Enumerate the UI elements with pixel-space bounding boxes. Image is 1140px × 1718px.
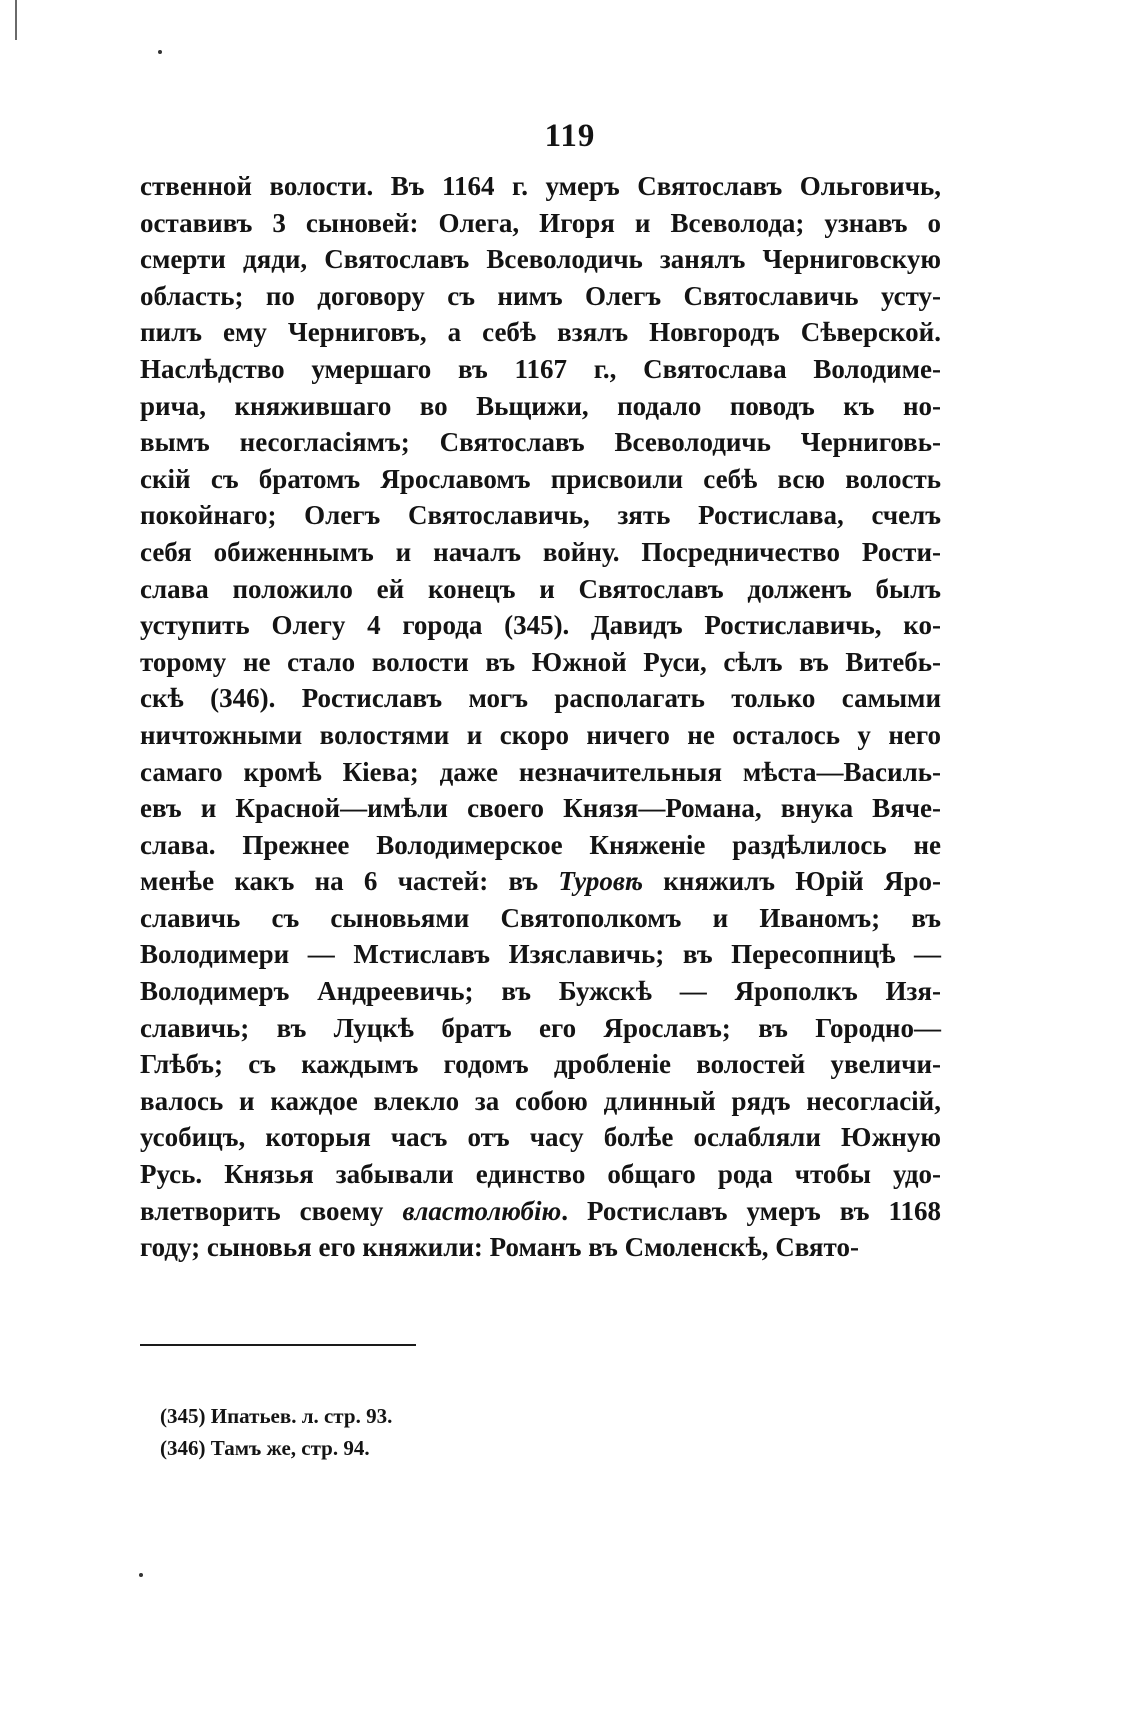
footnote: (345) Ипатьев. л. стр. 93. (160, 1404, 393, 1428)
text-line (140, 717, 941, 754)
italic-text: Туровѣ (558, 866, 643, 897)
text-line (140, 863, 941, 900)
text-segment: менѣе какъ на 6 частей: въ (140, 866, 559, 897)
text-segment: слава положило ей конецъ и Святославъ долженъ былъ (140, 573, 941, 604)
text-segment: влетворить своему (140, 1195, 403, 1226)
text-line (140, 497, 941, 534)
text-segment: вымъ несогласіямъ; Святославъ Всеволодичь Черниговь- (140, 427, 941, 458)
text-segment: усобицъ, которыя часъ отъ часу болѣе ослабляли Южную (140, 1122, 941, 1153)
text-segment: оставивъ 3 сыновей: Олега, Игоря и Всеволода; узнавъ о (140, 207, 941, 238)
text-line (140, 827, 941, 864)
text-line (140, 1083, 941, 1120)
text-line (140, 571, 941, 608)
text-segment: торому не стало волости въ Южной Руси, сѣлъ въ Витебь- (140, 646, 941, 677)
text-segment: скѣ (346). Ростиславъ могъ располагать только самыми (140, 683, 941, 714)
text-line (140, 1010, 941, 1047)
text-line (140, 314, 941, 351)
text-line (140, 534, 941, 571)
text-segment: княжилъ Юрій Яро- (642, 866, 941, 897)
text-segment: валось и каждое влекло за собою длинный рядъ несогласій, (140, 1085, 941, 1116)
text-segment: Володимери — Мстиславъ Изяславичь; въ Пересопницѣ — (140, 939, 941, 970)
text-segment: покойнаго; Олегъ Святославичь, зять Ростислава, счелъ (140, 500, 941, 531)
text-line (140, 388, 941, 425)
text-segment: . Ростиславъ умеръ въ 1168 (561, 1195, 941, 1226)
text-line (140, 644, 941, 681)
text-line (140, 607, 941, 644)
text-segment: Русь. Князья забывали единство общаго рода чтобы удо- (140, 1159, 941, 1190)
text-line (140, 278, 941, 315)
text-segment: Наслѣдство умершаго въ 1167 г., Святослава Володиме- (140, 353, 941, 384)
text-segment: евъ и Красной—имѣли своего Князя—Романа, внука Вяче- (140, 793, 941, 824)
text-segment: слава. Прежнее Володимерское Княженіе раздѣлилось не (140, 829, 941, 860)
text-line (140, 461, 941, 498)
footnote: (346) Тамъ же, стр. 94. (160, 1436, 370, 1460)
text-segment: ственной волости. Въ 1164 г. умеръ Святославъ Ольговичь, (140, 171, 941, 201)
text-line (140, 1193, 941, 1230)
text-segment: пилъ ему Черниговъ, а себѣ взялъ Новгородъ Сѣверской. (140, 317, 941, 348)
text-segment: скій съ братомъ Ярославомъ присвоили себѣ всю волость (140, 463, 941, 494)
text-line (140, 680, 941, 717)
text-line (140, 168, 941, 205)
text-line (140, 1229, 941, 1266)
text-line (140, 424, 941, 461)
text-line (140, 900, 941, 937)
italic-text: властолюбію (402, 1195, 562, 1226)
scan-edge-line (15, 0, 17, 40)
text-line (140, 205, 941, 242)
text-segment: рича, княжившаго во Вьщижи, подало поводъ къ но- (140, 390, 941, 421)
text-segment: году; сыновья его княжили: Романъ въ Смоленскѣ, Свято- (140, 1232, 859, 1263)
text-line (140, 351, 941, 388)
body-text (140, 168, 941, 1266)
footnotes (160, 1400, 392, 1464)
text-line (140, 1119, 941, 1156)
text-segment: себя обиженнымъ и началъ войну. Посредничество Рости- (140, 536, 941, 567)
scan-speck (158, 50, 162, 54)
text-line (140, 1156, 941, 1193)
scan-speck (139, 1573, 143, 1577)
text-line (140, 1046, 941, 1083)
page-number: 119 (544, 118, 596, 154)
text-line (140, 936, 941, 973)
text-line (140, 241, 941, 278)
text-segment: смерти дяди, Святославъ Всеволодичь занялъ Черниговскую (140, 244, 941, 275)
text-segment: самаго кромѣ Кіева; даже незначительныя мѣста—Василь- (140, 756, 941, 787)
text-segment: славичь съ сыновьями Святополкомъ и Иваномъ; въ (140, 902, 941, 933)
text-line (140, 790, 941, 827)
text-segment: область; по договору съ нимъ Олегъ Святославичь усту- (140, 280, 941, 311)
text-line (140, 754, 941, 791)
text-segment: Глѣбъ; съ каждымъ годомъ дробленіе волостей увеличи- (140, 1049, 941, 1080)
text-segment: Володимеръ Андреевичь; въ Бужскѣ — Ярополкъ Изя- (140, 976, 941, 1007)
text-segment: ничтожными волостями и скоро ничего не осталось у него (140, 719, 941, 750)
footnote-separator (140, 1344, 416, 1346)
text-line (140, 973, 941, 1010)
text-segment: уступить Олегу 4 города (345). Давидъ Ростиславичь, ко- (140, 610, 941, 641)
text-segment: славичь; въ Луцкѣ братъ его Ярославъ; въ Городно— (140, 1012, 941, 1043)
